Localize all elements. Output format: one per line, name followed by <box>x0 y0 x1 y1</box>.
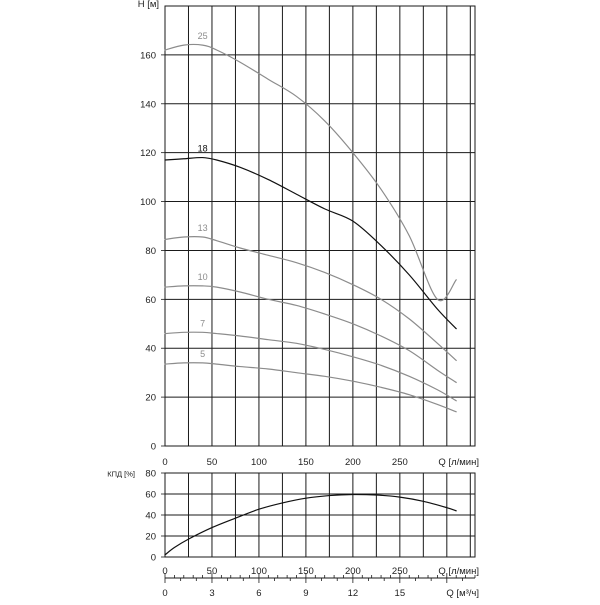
lpm-axis-label: Q [л/мин] <box>438 566 479 577</box>
m3h-tick-label: 6 <box>256 588 262 599</box>
head-y-tick-label: 160 <box>140 50 156 62</box>
efficiency-y-tick-label: 40 <box>145 510 156 522</box>
head-curve-25 <box>165 45 456 301</box>
head-curve-10 <box>165 286 456 383</box>
head-curve-label: 10 <box>197 271 208 282</box>
efficiency-y-tick-label: 0 <box>150 552 156 564</box>
head-y-tick-label: 20 <box>145 392 156 404</box>
head-curve-5 <box>165 363 456 412</box>
m3h-tick-label: 12 <box>347 588 359 599</box>
head-curve-7 <box>165 332 456 401</box>
efficiency-y-tick-label: 80 <box>145 468 156 480</box>
head-curve-label: 7 <box>200 318 206 329</box>
head-y-tick-label: 140 <box>140 99 156 111</box>
efficiency-y-tick-label: 20 <box>145 531 156 543</box>
lpm-tick-label: 100 <box>251 566 267 577</box>
head-y-tick-label: 100 <box>140 197 156 209</box>
head-curve-13 <box>165 237 456 361</box>
lpm-tick-label: 150 <box>297 566 314 577</box>
m3h-tick-label: 15 <box>394 588 406 599</box>
head-x-tick-label: 50 <box>206 457 218 468</box>
m3h-tick-label: 3 <box>209 588 215 599</box>
head-curve-label: 13 <box>197 223 208 233</box>
head-curve-label: 5 <box>200 348 206 359</box>
head-y-tick-label: 120 <box>140 148 156 160</box>
m3h-tick-label: 9 <box>303 588 309 599</box>
head-y-tick-label: 40 <box>145 343 156 355</box>
head-x-tick-label: 250 <box>391 457 408 468</box>
lpm-tick-label: 200 <box>344 566 361 577</box>
head-x-tick-label: 150 <box>297 457 314 468</box>
head-y-tick-label: 80 <box>145 245 156 257</box>
efficiency-y-tick-label: 60 <box>145 489 156 501</box>
head-y-axis-label: H [м] <box>137 0 159 10</box>
head-x-tick-label: 200 <box>344 457 361 468</box>
head-y-tick-label: 60 <box>145 294 156 306</box>
head-x-tick-label: 100 <box>251 457 267 468</box>
lpm-tick-label: 250 <box>391 566 408 577</box>
head-y-tick-label: 0 <box>150 441 156 453</box>
efficiency-y-axis-label: КПД [%] <box>107 469 135 479</box>
head-curve-label: 18 <box>197 143 208 154</box>
efficiency-curve <box>165 495 456 555</box>
head-x-tick-label: 0 <box>162 457 168 468</box>
lpm-tick-label: 50 <box>206 566 218 577</box>
head-x-axis-label: Q [л/мин] <box>438 457 479 468</box>
head-curve-label: 25 <box>197 31 208 42</box>
m3h-tick-label: 0 <box>162 588 168 599</box>
m3h-axis-label: Q [м³/ч] <box>446 588 479 599</box>
lpm-tick-label: 0 <box>162 566 168 577</box>
